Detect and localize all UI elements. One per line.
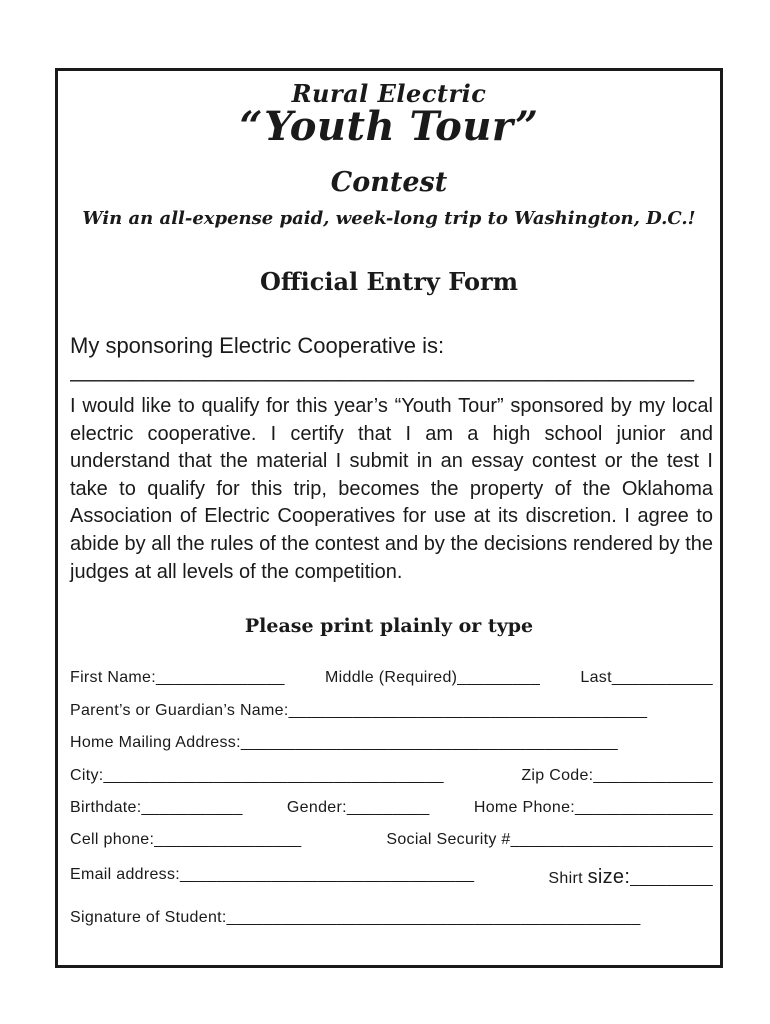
email-shirt-row <box>70 866 713 889</box>
zip-code-field[interactable]: Zip Code:_____________ <box>521 767 713 784</box>
shirt-size-blank: _________ <box>630 870 713 887</box>
shirt-size-field[interactable] <box>548 866 713 889</box>
last-name-field[interactable]: Last___________ <box>580 669 713 686</box>
city-zip-row <box>70 767 713 785</box>
cell-phone-field[interactable]: Cell phone:________________ <box>70 831 302 848</box>
form-title: Official Entry Form <box>259 267 519 296</box>
home-phone-field[interactable]: Home Phone:_______________ <box>473 799 713 816</box>
social-security-field[interactable]: Social Security #______________________ <box>386 831 713 848</box>
birth-gender-phone-row <box>70 799 713 817</box>
middle-name-field[interactable]: Middle (Required)_________ <box>325 669 541 686</box>
home-address-field[interactable]: Home Mailing Address:_________________________________________ <box>70 734 618 751</box>
header-rural-electric: Rural Electric <box>291 79 487 108</box>
certification-paragraph: I would like to qualify for this year’s “Youth Tour” sponsored by my local electric cooperative. I certify that I am a high school junior and understand that the material I submit in an essay contest or the test I take to qualify for this trip, becomes the property of the Oklahoma Association of Electric Cooperatives for use at its discretion. I agree to abide by all the rules of the contest and by the decisions rendered by the judges at all levels of the competition. <box>70 395 713 583</box>
shirt-label: Shirt <box>548 870 588 887</box>
birthdate-field[interactable]: Birthdate:___________ <box>70 799 243 816</box>
signature-row <box>70 909 713 927</box>
cell-ssn-row <box>70 831 713 849</box>
print-instruction: Please print plainly or type <box>244 615 534 637</box>
first-name-field[interactable]: First Name:______________ <box>70 669 285 686</box>
header-tagline: Win an all-expense paid, week-long trip to Washington, D.C.! <box>82 208 696 229</box>
header-contest: Contest <box>330 167 448 198</box>
sponsor-label: My sponsoring Electric Cooperative is: <box>70 333 445 358</box>
sponsor-cooperative-field[interactable]: ___________________________________________________ <box>70 357 695 382</box>
guardian-name-field[interactable]: Parent’s or Guardian’s Name:_______________________________________ <box>70 702 648 719</box>
email-field[interactable]: Email address:________________________________ <box>70 866 475 883</box>
city-field[interactable]: City:_____________________________________ <box>70 767 444 784</box>
gender-field[interactable]: Gender:_________ <box>286 799 430 816</box>
entry-form-frame <box>55 68 723 968</box>
shirt-size-label: size: <box>587 866 631 888</box>
guardian-row <box>70 702 713 720</box>
header-youth-tour: “Youth Tour” <box>239 103 539 150</box>
name-row <box>70 669 713 687</box>
address-row <box>70 734 713 752</box>
student-signature-field[interactable]: Signature of Student:_____________________________________________ <box>70 909 641 926</box>
